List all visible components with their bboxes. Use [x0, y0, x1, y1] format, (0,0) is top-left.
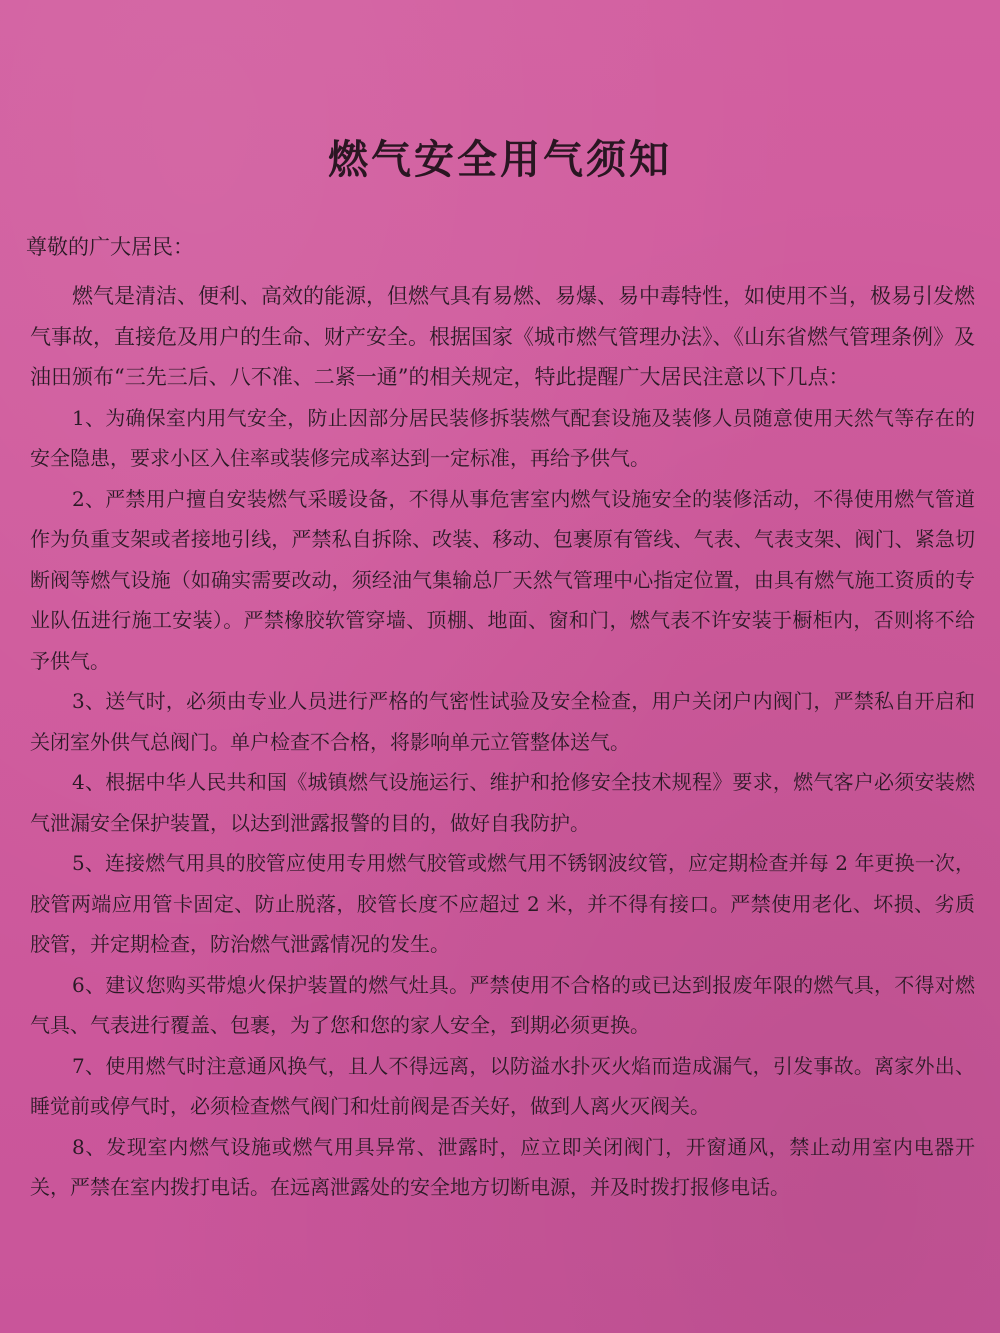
rule-4: 4、根据中华人民共和国《城镇燃气设施运行、维护和抢修安全技术规程》要求，燃气客户必须安装燃气泄漏安全保护装置，以达到泄露报警的目的，做好自我防护。 — [30, 770, 975, 835]
notice-title: 燃气安全用气须知 — [328, 136, 672, 183]
rule-7: 7、使用燃气时注意通风换气，且人不得远离，以防溢水扑灭火焰而造成漏气，引发事故。离家外出、睡觉前或停气时，必须检查燃气阀门和灶前阀是否关好，做到人离火灭阀关。 — [30, 1053, 975, 1118]
intro-paragraph: 燃气是清洁、便利、高效的能源，但燃气具有易燃、易爆、易中毒特性，如使用不当，极易引发燃气事故，直接危及用户的生命、财产安全。根据国家《城市燃气管理办法》、《山东省燃气管理条例》及油田颁布“三先三后、八不准、二紧一通”的相关规定，特此提醒广大居民注意以下几点： — [30, 284, 975, 389]
rule-2: 2、严禁用户擅自安装燃气采暖设备，不得从事危害室内燃气设施安全的装修活动，不得使用燃气管道作为负重支架或者接地引线，严禁私自拆除、改装、移动、包裹原有管线、气表、气表支架、阀门、紧急切断阀等燃气设施（如确实需要改动，须经油气集输总厂天然气管理中心指定位置，由具有燃气施工资质的专业队伍进行施工安装）。严禁橡胶软管穿墙、顶棚、地面、窗和门，燃气表不许安装于橱柜内，否则将不给予供气。 — [30, 486, 975, 673]
rule-5: 5、连接燃气用具的胶管应使用专用燃气胶管或燃气用不锈钢波纹管，应定期检查并每 2 年更换一次，胶管两端应用管卡固定、防止脱落，胶管长度不应超过 2 米，并不得有接口。严禁使用老化、坏损、劣质胶管，并定期检查，防治燃气泄露情况的发生。 — [30, 851, 975, 956]
salutation: 尊敬的广大居民： — [26, 235, 194, 259]
rule-8: 8、发现室内燃气设施或燃气用具异常、泄露时，应立即关闭阀门，开窗通风，禁止动用室内电器开关，严禁在室内拨打电话。在远离泄露处的安全地方切断电源，并及时拨打报修电话。 — [30, 1134, 975, 1199]
rule-6: 6、建议您购买带熄火保护装置的燃气灶具。严禁使用不合格的或已达到报废年限的燃气具，不得对燃气具、气表进行覆盖、包裹，为了您和您的家人安全，到期必须更换。 — [30, 972, 975, 1037]
rule-1: 1、为确保室内用气安全，防止因部分居民装修拆装燃气配套设施及装修人员随意使用天然气等存在的安全隐患，要求小区入住率或装修完成率达到一定标准，再给予供气。 — [30, 405, 975, 470]
notice-body — [30, 276, 975, 1208]
rule-3: 3、送气时，必须由专业人员进行严格的气密性试验及安全检查，用户关闭户内阀门，严禁私自开启和关闭室外供气总阀门。单户检查不合格，将影响单元立管整体送气。 — [30, 689, 975, 754]
